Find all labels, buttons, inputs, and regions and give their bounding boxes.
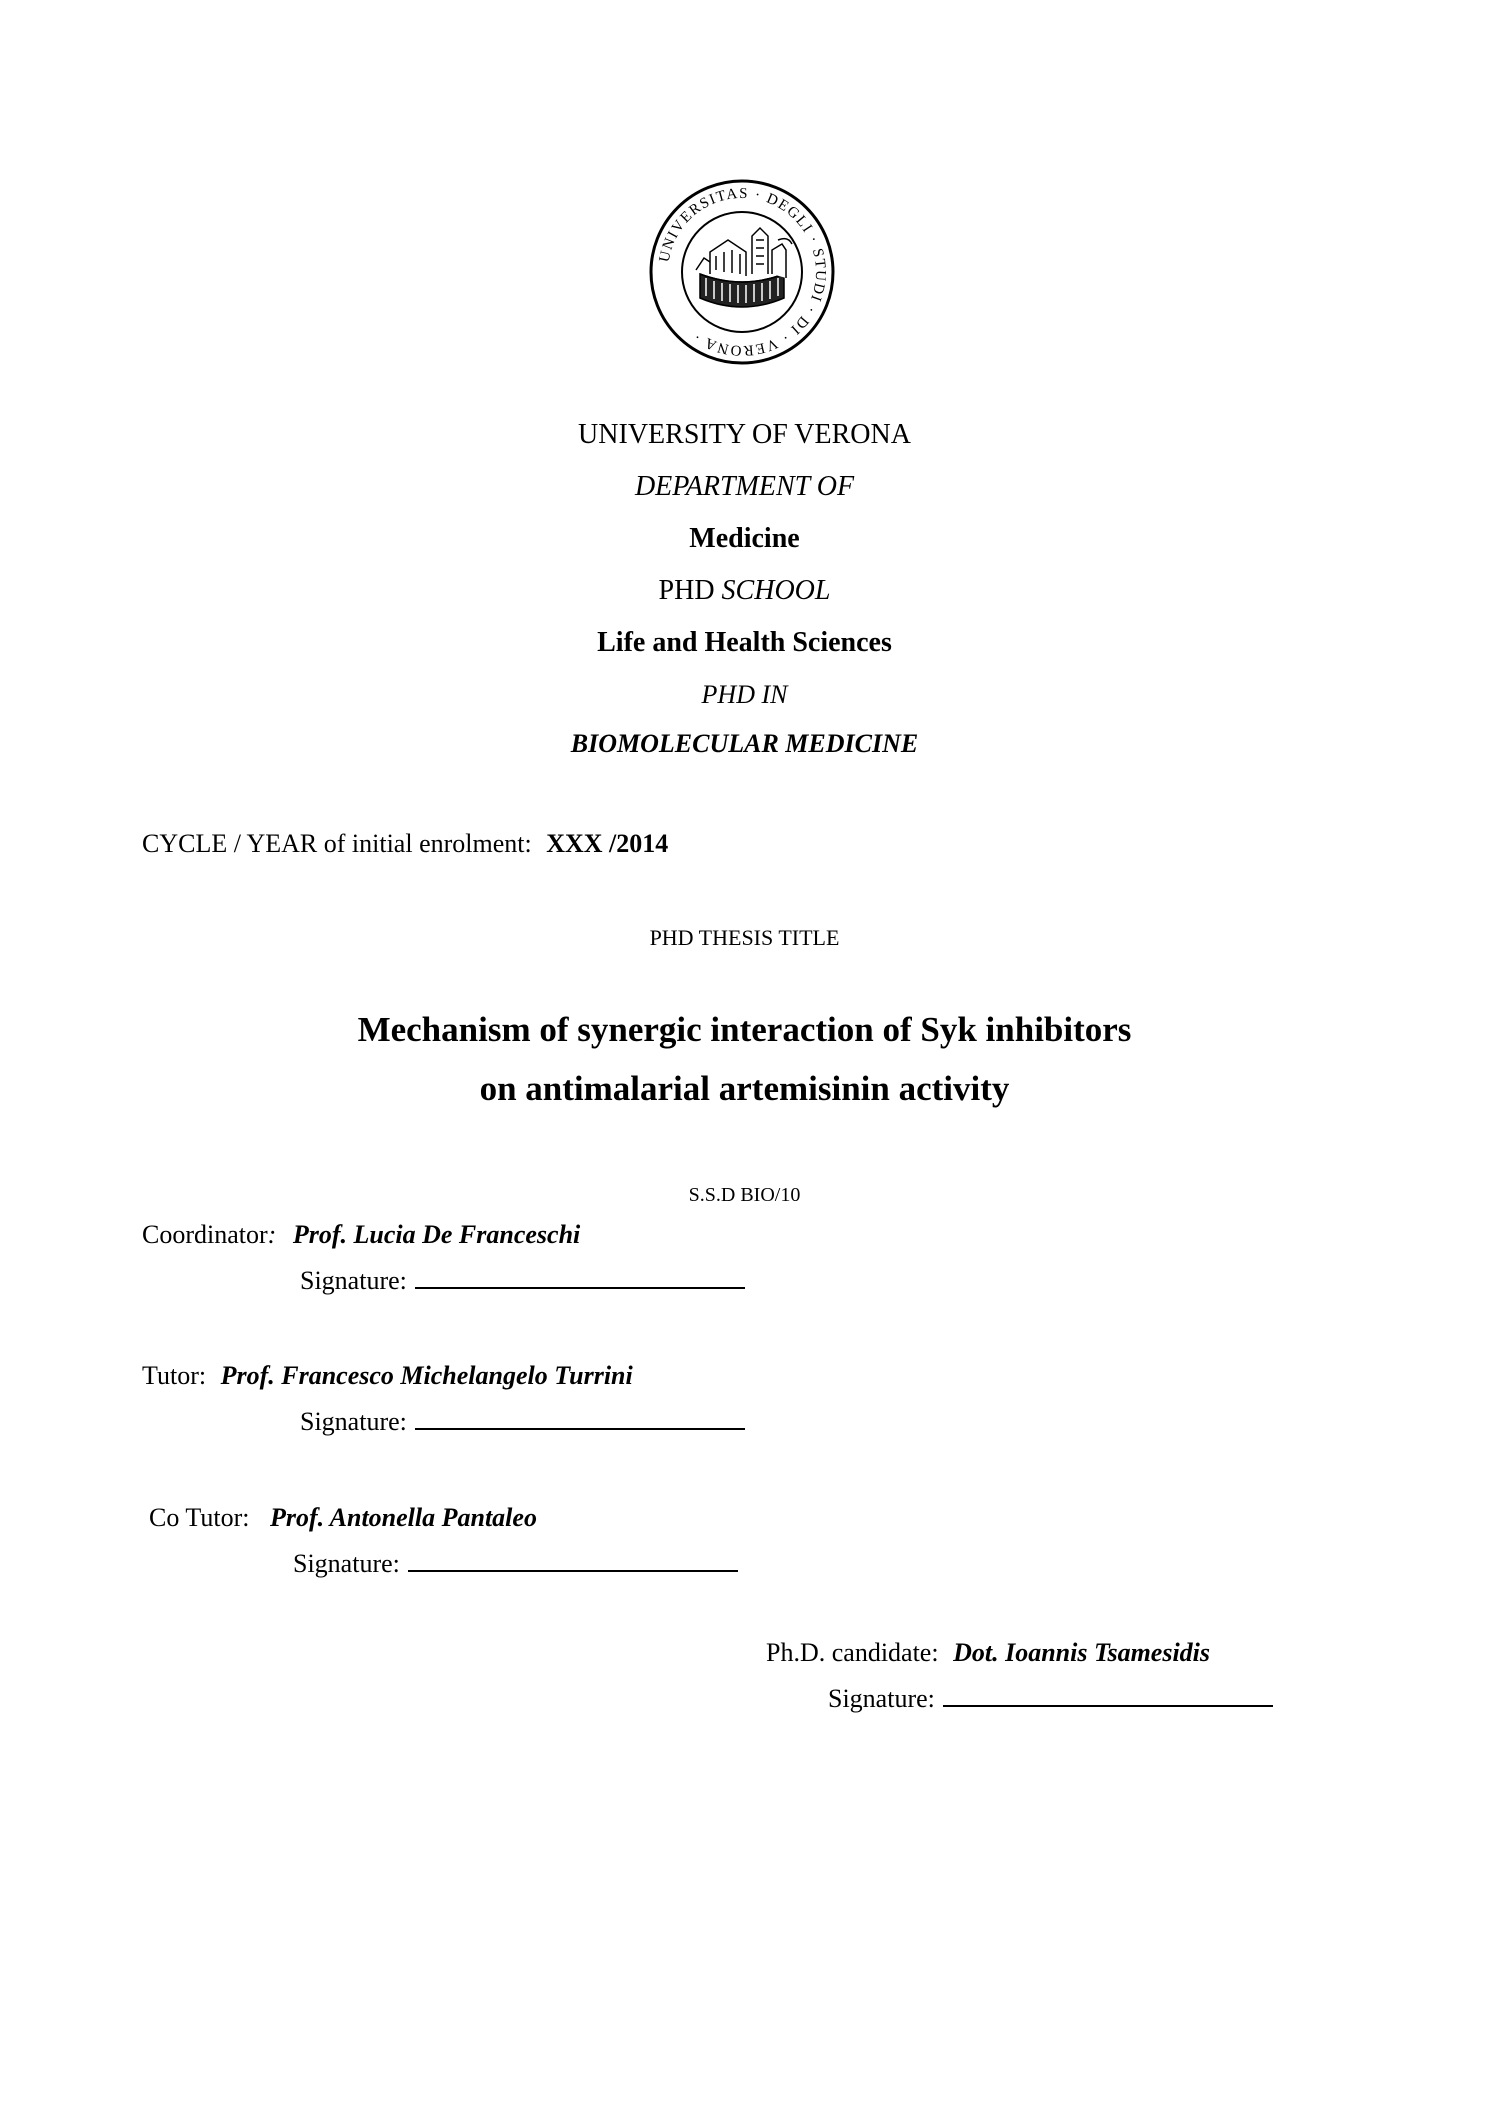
- coordinator-colon: :: [267, 1220, 277, 1249]
- tutor-signature-label: Signature:: [300, 1407, 407, 1436]
- phd-school-line: [0, 574, 1489, 608]
- candidate-signature-label: Signature:: [828, 1684, 935, 1713]
- co-tutor-signature: [293, 1548, 738, 1580]
- seal-lettering: UNIVERSITAS · DEGLI · STUDI · DI · VERONA ·: [656, 185, 829, 359]
- thesis-title-label: PHD THESIS TITLE: [649, 925, 840, 950]
- coordinator-signature-label: Signature:: [300, 1266, 407, 1295]
- university-seal: [648, 178, 836, 366]
- tutor-label: Tutor:: [142, 1361, 207, 1390]
- coordinator-name: Prof. Lucia De Franceschi: [292, 1220, 581, 1249]
- cycle-label: CYCLE / YEAR of initial enrolment:: [142, 829, 532, 858]
- coordinator-line: [142, 1219, 580, 1251]
- candidate-name: Dot. Ioannis Tsamesidis: [953, 1638, 1211, 1667]
- department-label: DEPARTMENT OF: [634, 471, 855, 502]
- candidate-label: Ph.D. candidate:: [766, 1638, 939, 1667]
- tutor-signature-line: [415, 1406, 745, 1430]
- co-tutor-signature-line: [408, 1548, 738, 1572]
- thesis-title-line-2: on antimalarial artemisinin activity: [479, 1069, 1010, 1108]
- candidate-signature-line: [943, 1683, 1273, 1707]
- coordinator-signature-line: [415, 1265, 745, 1289]
- candidate-signature: [828, 1683, 1273, 1715]
- phd-school-prefix: PHD: [658, 575, 715, 606]
- tutor-name: Prof. Francesco Michelangelo Turrini: [220, 1361, 633, 1390]
- tutor-signature: [300, 1406, 745, 1438]
- phd-in-label: PHD IN: [701, 680, 788, 709]
- phd-school-suffix: SCHOOL: [721, 575, 831, 606]
- coordinator-signature: [300, 1265, 745, 1297]
- coordinator-label: Coordinator: [142, 1220, 268, 1249]
- tutor-line: [142, 1360, 633, 1392]
- department-name: Medicine: [689, 523, 800, 554]
- co-tutor-label: Co Tutor:: [149, 1503, 250, 1532]
- cycle-value: XXX /2014: [546, 829, 669, 858]
- co-tutor-line: [149, 1502, 537, 1534]
- co-tutor-name: Prof. Antonella Pantaleo: [269, 1503, 537, 1532]
- ssd-code: S.S.D BIO/10: [688, 1184, 801, 1206]
- co-tutor-signature-label: Signature:: [293, 1549, 400, 1578]
- cycle-line: [142, 828, 668, 860]
- school-name: Life and Health Sciences: [597, 627, 892, 658]
- thesis-title-line-1: Mechanism of synergic interaction of Syk inhibitors: [357, 1010, 1132, 1049]
- program-name: BIOMOLECULAR MEDICINE: [570, 729, 919, 758]
- university-name: UNIVERSITY OF VERONA: [578, 419, 911, 450]
- candidate-line: [766, 1637, 1210, 1669]
